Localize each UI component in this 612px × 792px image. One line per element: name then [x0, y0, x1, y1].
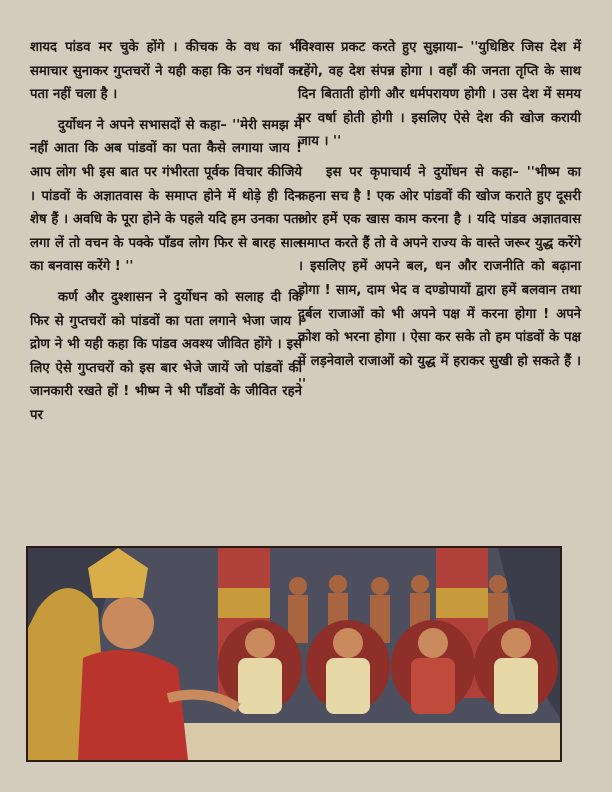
court-scene [28, 548, 560, 760]
pillar-left-band [218, 588, 270, 618]
left-paragraph-1: शायद पांडव मर चुके होंगे । कीचक के वध का भी समाचार सुनाकर गुप्तचरों ने यही कहा कि उन गंधर्वों का पता नहीं चला है । [30, 40, 302, 103]
right-column [298, 36, 581, 397]
pillar-right-band [436, 588, 488, 618]
right-paragraph-2: इस पर कृपाचार्य ने दुर्योधन से कहा– ''भीष्म का कहना सच है ! एक ओर पांडवों की खोज कराते हुए दूसरी ओर हमें एक खास काम करना है । यदि पांडव अज्ञातवास समाप्त करते हैं तो वे अपने राज्य के वास्ते जरूर युद्ध करेंगे । इसलिए हमें अपने बल, धन और राजनीति को बढ़ाना होगा ! साम, दाम भेद व दण्डोपायों द्वारा हमें बलवान तथा दुर्बल राजाओं को भी अपने पक्ष में करना होगा ! अपने कोश को भरना होगा । ऐसा कर सके तो हम पांडवों के पक्ष में लड़नेवाले राजाओं को युद्ध में हराकर सुखी हो सकते हैं । '' [298, 164, 581, 393]
right-paragraph-1: विश्वास प्रकट करते हुए सुझाया– ''युधिष्ठिर जिस देश में रहेंगे, वह देश संपन्न होगा । वहाँ की जनता तृप्ति के साथ दिन बिताती होगी और धर्मपरायण होगी । उस देश में समय पर वर्षा होती होगी । इसलिए ऐसे देश की खोज करायी जाय । '' [298, 40, 581, 150]
court-illustration [26, 546, 562, 762]
left-paragraph-2: दुर्योधन ने अपने सभासदों से कहा– ''मेरी समझ में नहीं आता कि अब पांडवों का पता कैसे लगाया जाय ! आप लोग भी इस बात पर गंभीरता पूर्वक विचार कीजिये । पांडवों के अज्ञातवास के समाप्त होने में थोड़े ही दिन शेष हैं । अवधि के पूरा होने के पहले यदि हम उनका पता लगा लें तो वचन के पक्के पाँडव लोग फिर से बारह साल का बनवास करेंगे ! '' [30, 117, 302, 275]
left-column [30, 36, 302, 428]
left-paragraph-3: कर्ण और दुश्शासन ने दुर्योधन को सलाह दी कि फिर से गुप्तचरों को पांडवों का पता लगाने भेजा जाय । द्रोण ने भी यही कहा कि पांडव अवश्य जीवित होंगे । इस लिए ऐसे गुप्तचरों को इस बार भेजे जायें जो पांडवों की जानकारी रखते हों ! भीष्म ने भी पाँडवों के जीवित रहने पर [30, 289, 302, 423]
